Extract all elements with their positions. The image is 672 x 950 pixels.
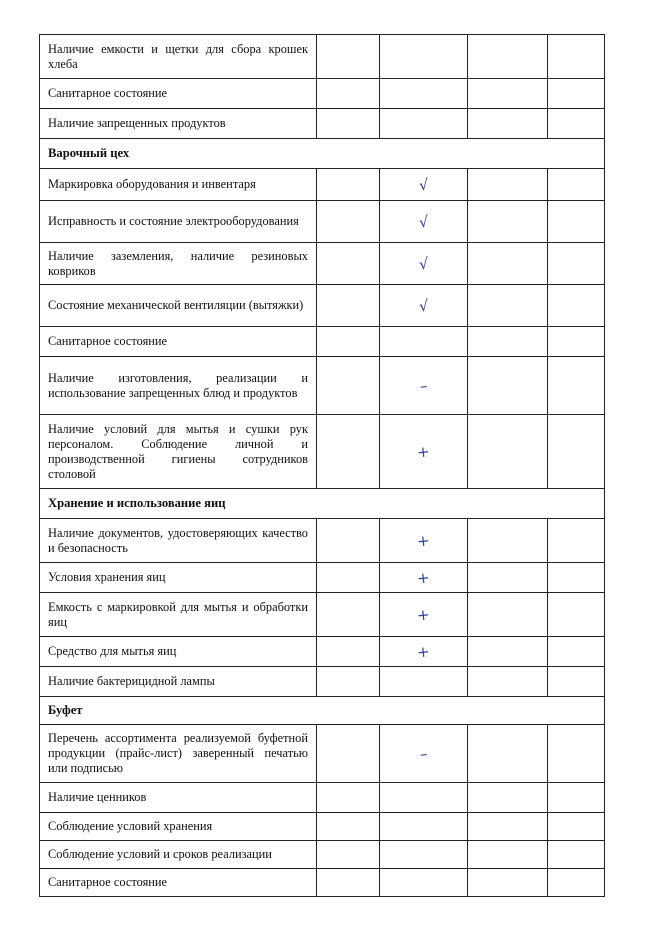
empty-cell	[317, 593, 380, 637]
empty-cell	[548, 869, 605, 897]
check-mark-cell	[380, 813, 468, 841]
row-label: Исправность и состояние электрооборудования	[40, 201, 317, 243]
empty-cell	[317, 169, 380, 201]
empty-cell	[317, 243, 380, 285]
table-row	[40, 841, 605, 869]
empty-cell	[468, 813, 548, 841]
empty-cell	[548, 841, 605, 869]
empty-cell	[468, 285, 548, 327]
table-row	[40, 109, 605, 139]
table-row	[40, 563, 605, 593]
empty-cell	[317, 637, 380, 667]
empty-cell	[548, 357, 605, 415]
check-mark-cell: √	[380, 201, 468, 243]
empty-cell	[548, 243, 605, 285]
check-mark-cell	[380, 327, 468, 357]
check-mark-cell: √	[380, 243, 468, 285]
empty-cell	[468, 79, 548, 109]
empty-cell	[468, 243, 548, 285]
empty-cell	[468, 519, 548, 563]
section-row	[40, 139, 605, 169]
row-label: Санитарное состояние	[40, 327, 317, 357]
row-label: Наличие емкости и щетки для сбора крошек хлеба	[40, 35, 317, 79]
check-mark-cell	[380, 783, 468, 813]
table-row	[40, 519, 605, 563]
row-label: Емкость с маркировкой для мытья и обработки яиц	[40, 593, 317, 637]
empty-cell	[548, 201, 605, 243]
row-label: Условия хранения яиц	[40, 563, 317, 593]
table-row	[40, 79, 605, 109]
row-label: Соблюдение условий и сроков реализации	[40, 841, 317, 869]
empty-cell	[317, 841, 380, 869]
empty-cell	[548, 783, 605, 813]
table-row	[40, 415, 605, 489]
check-mark-cell: +	[380, 519, 468, 563]
empty-cell	[468, 563, 548, 593]
empty-cell	[468, 327, 548, 357]
empty-cell	[548, 667, 605, 697]
check-mark-cell: –	[380, 725, 468, 783]
empty-cell	[317, 783, 380, 813]
empty-cell	[548, 109, 605, 139]
row-label: Перечень ассортимента реализуемой буфетной продукции (прайс-лист) заверенный печатью или подписью	[40, 725, 317, 783]
check-mark-cell: +	[380, 415, 468, 489]
check-mark-cell	[380, 869, 468, 897]
empty-cell	[317, 357, 380, 415]
empty-cell	[468, 841, 548, 869]
empty-cell	[468, 667, 548, 697]
table-row	[40, 357, 605, 415]
empty-cell	[548, 169, 605, 201]
table-row	[40, 35, 605, 79]
inspection-checklist-table	[39, 34, 605, 897]
check-mark-cell: √	[380, 169, 468, 201]
empty-cell	[548, 593, 605, 637]
section-row	[40, 697, 605, 725]
empty-cell	[548, 79, 605, 109]
table-row	[40, 869, 605, 897]
check-mark-cell	[380, 841, 468, 869]
empty-cell	[548, 519, 605, 563]
row-label: Средство для мытья яиц	[40, 637, 317, 667]
empty-cell	[317, 79, 380, 109]
empty-cell	[468, 357, 548, 415]
empty-cell	[468, 725, 548, 783]
section-title: Варочный цех	[40, 139, 605, 169]
row-label: Наличие бактерицидной лампы	[40, 667, 317, 697]
table-row	[40, 169, 605, 201]
empty-cell	[317, 869, 380, 897]
row-label: Наличие ценников	[40, 783, 317, 813]
check-mark-cell: +	[380, 593, 468, 637]
empty-cell	[468, 201, 548, 243]
row-label: Санитарное состояние	[40, 79, 317, 109]
empty-cell	[548, 563, 605, 593]
empty-cell	[468, 415, 548, 489]
empty-cell	[317, 667, 380, 697]
row-label: Наличие заземления, наличие резиновых ковриков	[40, 243, 317, 285]
empty-cell	[468, 869, 548, 897]
empty-cell	[468, 783, 548, 813]
check-mark-cell: +	[380, 563, 468, 593]
check-mark-cell	[380, 109, 468, 139]
section-row	[40, 489, 605, 519]
empty-cell	[548, 35, 605, 79]
row-label: Состояние механической вентиляции (вытяжки)	[40, 285, 317, 327]
row-label: Санитарное состояние	[40, 869, 317, 897]
row-label: Наличие условий для мытья и сушки рук персоналом. Соблюдение личной и производственной гигиены сотрудников столовой	[40, 415, 317, 489]
empty-cell	[317, 415, 380, 489]
check-mark-cell: –	[380, 357, 468, 415]
empty-cell	[468, 35, 548, 79]
table-row	[40, 593, 605, 637]
section-title: Хранение и использование яиц	[40, 489, 605, 519]
empty-cell	[548, 725, 605, 783]
empty-cell	[317, 519, 380, 563]
row-label: Наличие изготовления, реализации и использование запрещенных блюд и продуктов	[40, 357, 317, 415]
row-label: Маркировка оборудования и инвентаря	[40, 169, 317, 201]
empty-cell	[317, 285, 380, 327]
row-label: Соблюдение условий хранения	[40, 813, 317, 841]
table-row	[40, 327, 605, 357]
row-label: Наличие документов, удостоверяющих качество и безопасность	[40, 519, 317, 563]
table-row	[40, 813, 605, 841]
empty-cell	[548, 813, 605, 841]
check-mark-cell	[380, 79, 468, 109]
empty-cell	[317, 109, 380, 139]
table-row	[40, 667, 605, 697]
row-label: Наличие запрещенных продуктов	[40, 109, 317, 139]
empty-cell	[317, 35, 380, 79]
check-mark-cell	[380, 667, 468, 697]
table-row	[40, 243, 605, 285]
empty-cell	[317, 563, 380, 593]
table-row	[40, 201, 605, 243]
empty-cell	[317, 201, 380, 243]
table-row	[40, 637, 605, 667]
empty-cell	[317, 327, 380, 357]
empty-cell	[468, 109, 548, 139]
empty-cell	[548, 415, 605, 489]
empty-cell	[548, 285, 605, 327]
empty-cell	[548, 637, 605, 667]
check-mark-cell: +	[380, 637, 468, 667]
empty-cell	[548, 327, 605, 357]
check-mark-cell	[380, 35, 468, 79]
table-row	[40, 285, 605, 327]
check-mark-cell: √	[380, 285, 468, 327]
empty-cell	[468, 593, 548, 637]
section-title: Буфет	[40, 697, 605, 725]
table-row	[40, 783, 605, 813]
empty-cell	[468, 637, 548, 667]
empty-cell	[317, 725, 380, 783]
table-row	[40, 725, 605, 783]
empty-cell	[317, 813, 380, 841]
empty-cell	[468, 169, 548, 201]
